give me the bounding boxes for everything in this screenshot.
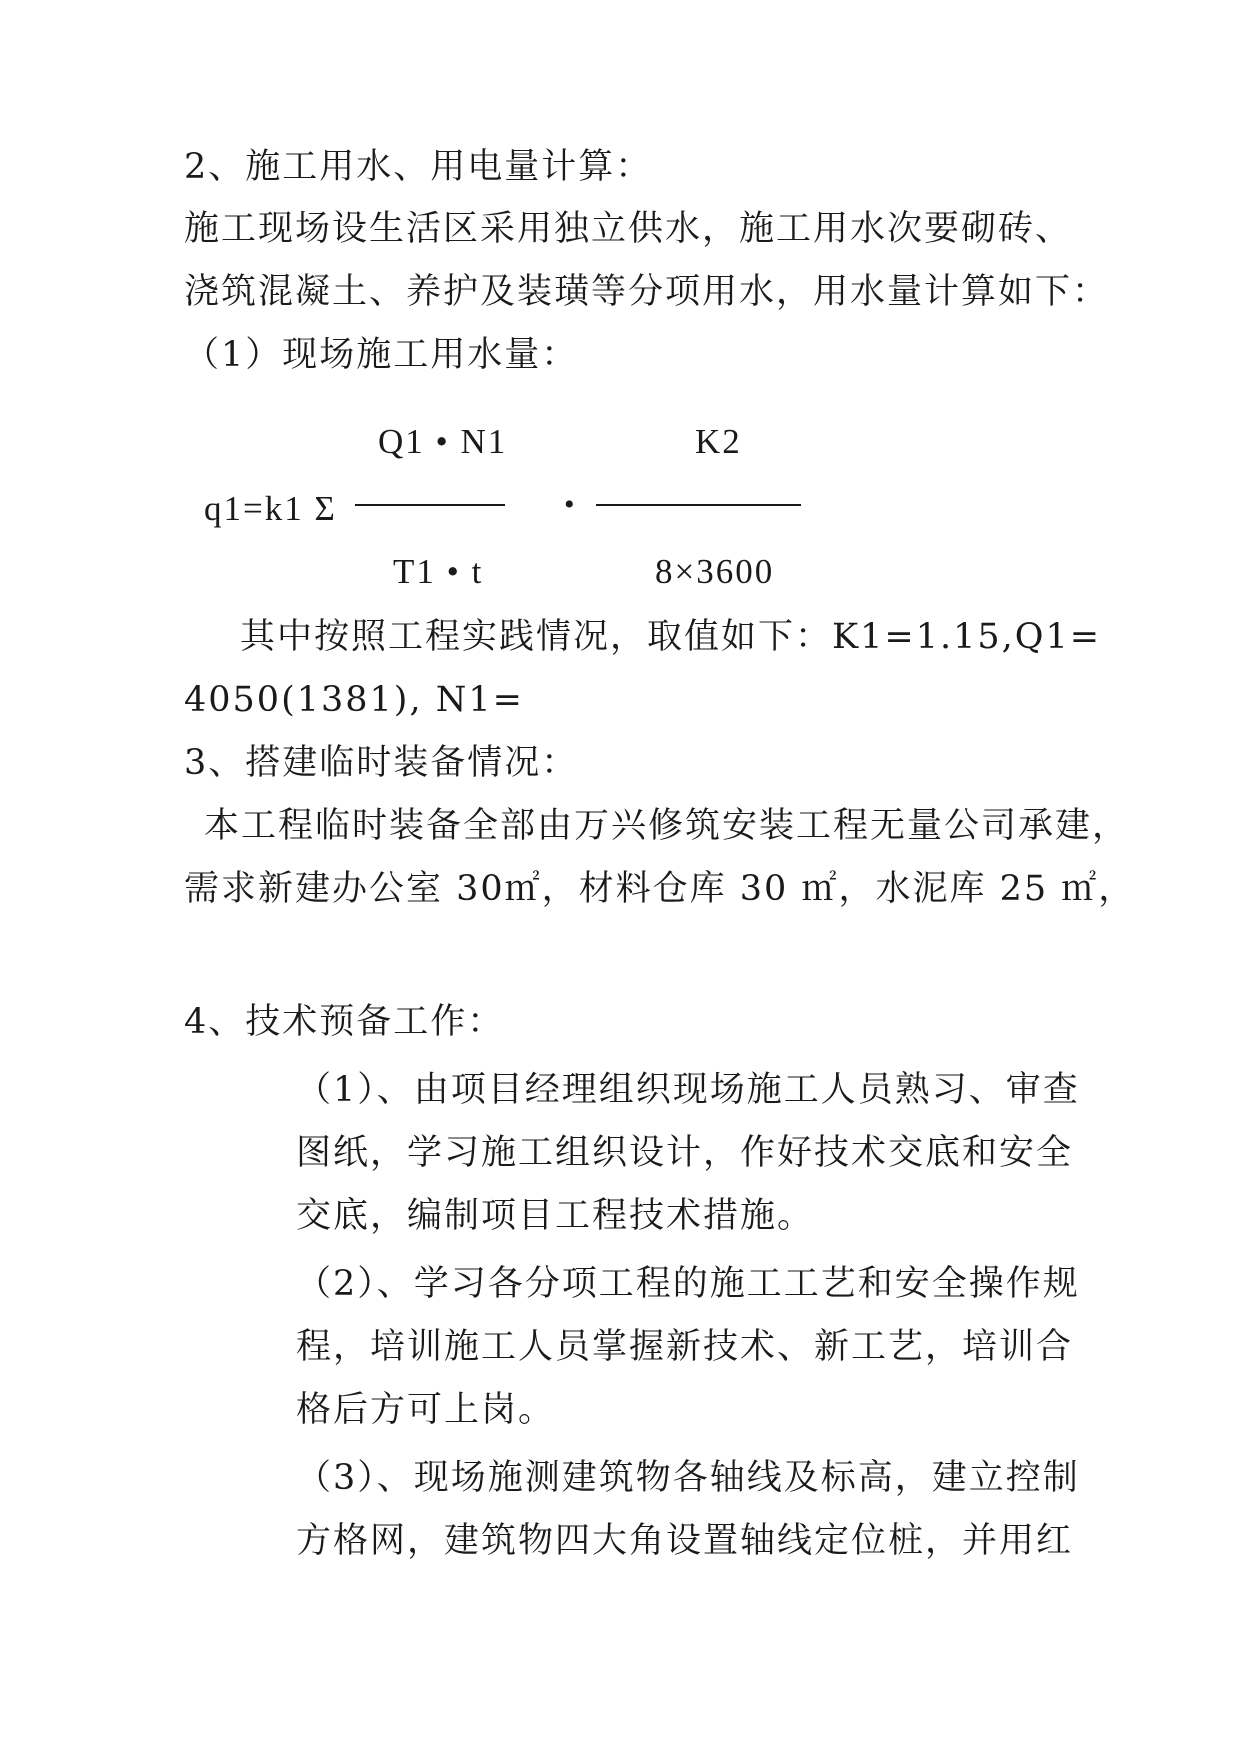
paragraph-line: 浇筑混凝土、养护及装璜等分项用水，用水量计算如下： [184,272,1110,312]
list-item-3-line-1: （3）、现场施测建筑物各轴线及标高，建立控制 [296,1458,1080,1498]
formula-numerator-2: K2 [695,422,742,461]
formula-lhs: q1=k1 Σ [204,489,337,528]
fraction-bar-2 [596,504,801,506]
paragraph-line: 需求新建办公室 30㎡，材料仓库 30 ㎡，水泥库 25 ㎡， [184,869,1136,909]
list-item-1-line-1: （1）、由项目经理组织现场施工人员熟习、审查 [296,1070,1080,1110]
list-item-2-line-2: 程，培训施工人员掌握新技术、新工艺，培训合 [296,1327,1074,1367]
subsection-heading: （1）现场施工用水量： [184,335,579,375]
paragraph-line: 本工程临时装备全部由万兴修筑安装工程无量公司承建， [204,806,1130,846]
formula-numerator-1: Q1 • N1 [378,422,508,461]
list-item-1-line-2: 图纸，学习施工组织设计，作好技术交底和安全 [296,1133,1074,1173]
formula-dot: • [564,488,575,521]
section-2-heading: 2、施工用水、用电量计算： [184,147,653,187]
formula-denominator-1: T1 • t [393,552,484,591]
paragraph-line: 其中按照工程实践情况，取值如下：K1=1.15,Q1= [240,617,1102,657]
list-item-2-line-3: 格后方可上岗。 [296,1390,556,1430]
formula-denominator-2: 8×3600 [655,552,775,591]
paragraph-line: 施工现场设生活区采用独立供水，施工用水次要砌砖、 [184,209,1073,249]
section-4-heading: 4、技术预备工作： [184,1002,505,1042]
list-item-3-line-2: 方格网，建筑物四大角设置轴线定位桩，并用红 [296,1521,1074,1561]
list-item-1-line-3: 交底，编制项目工程技术措施。 [296,1196,815,1236]
section-3-heading: 3、搭建临时装备情况： [184,743,579,783]
fraction-bar-1 [355,504,505,506]
list-item-2-line-1: （2）、学习各分项工程的施工工艺和安全操作规 [296,1264,1080,1304]
paragraph-line: 4050(1381), N1= [184,680,524,720]
